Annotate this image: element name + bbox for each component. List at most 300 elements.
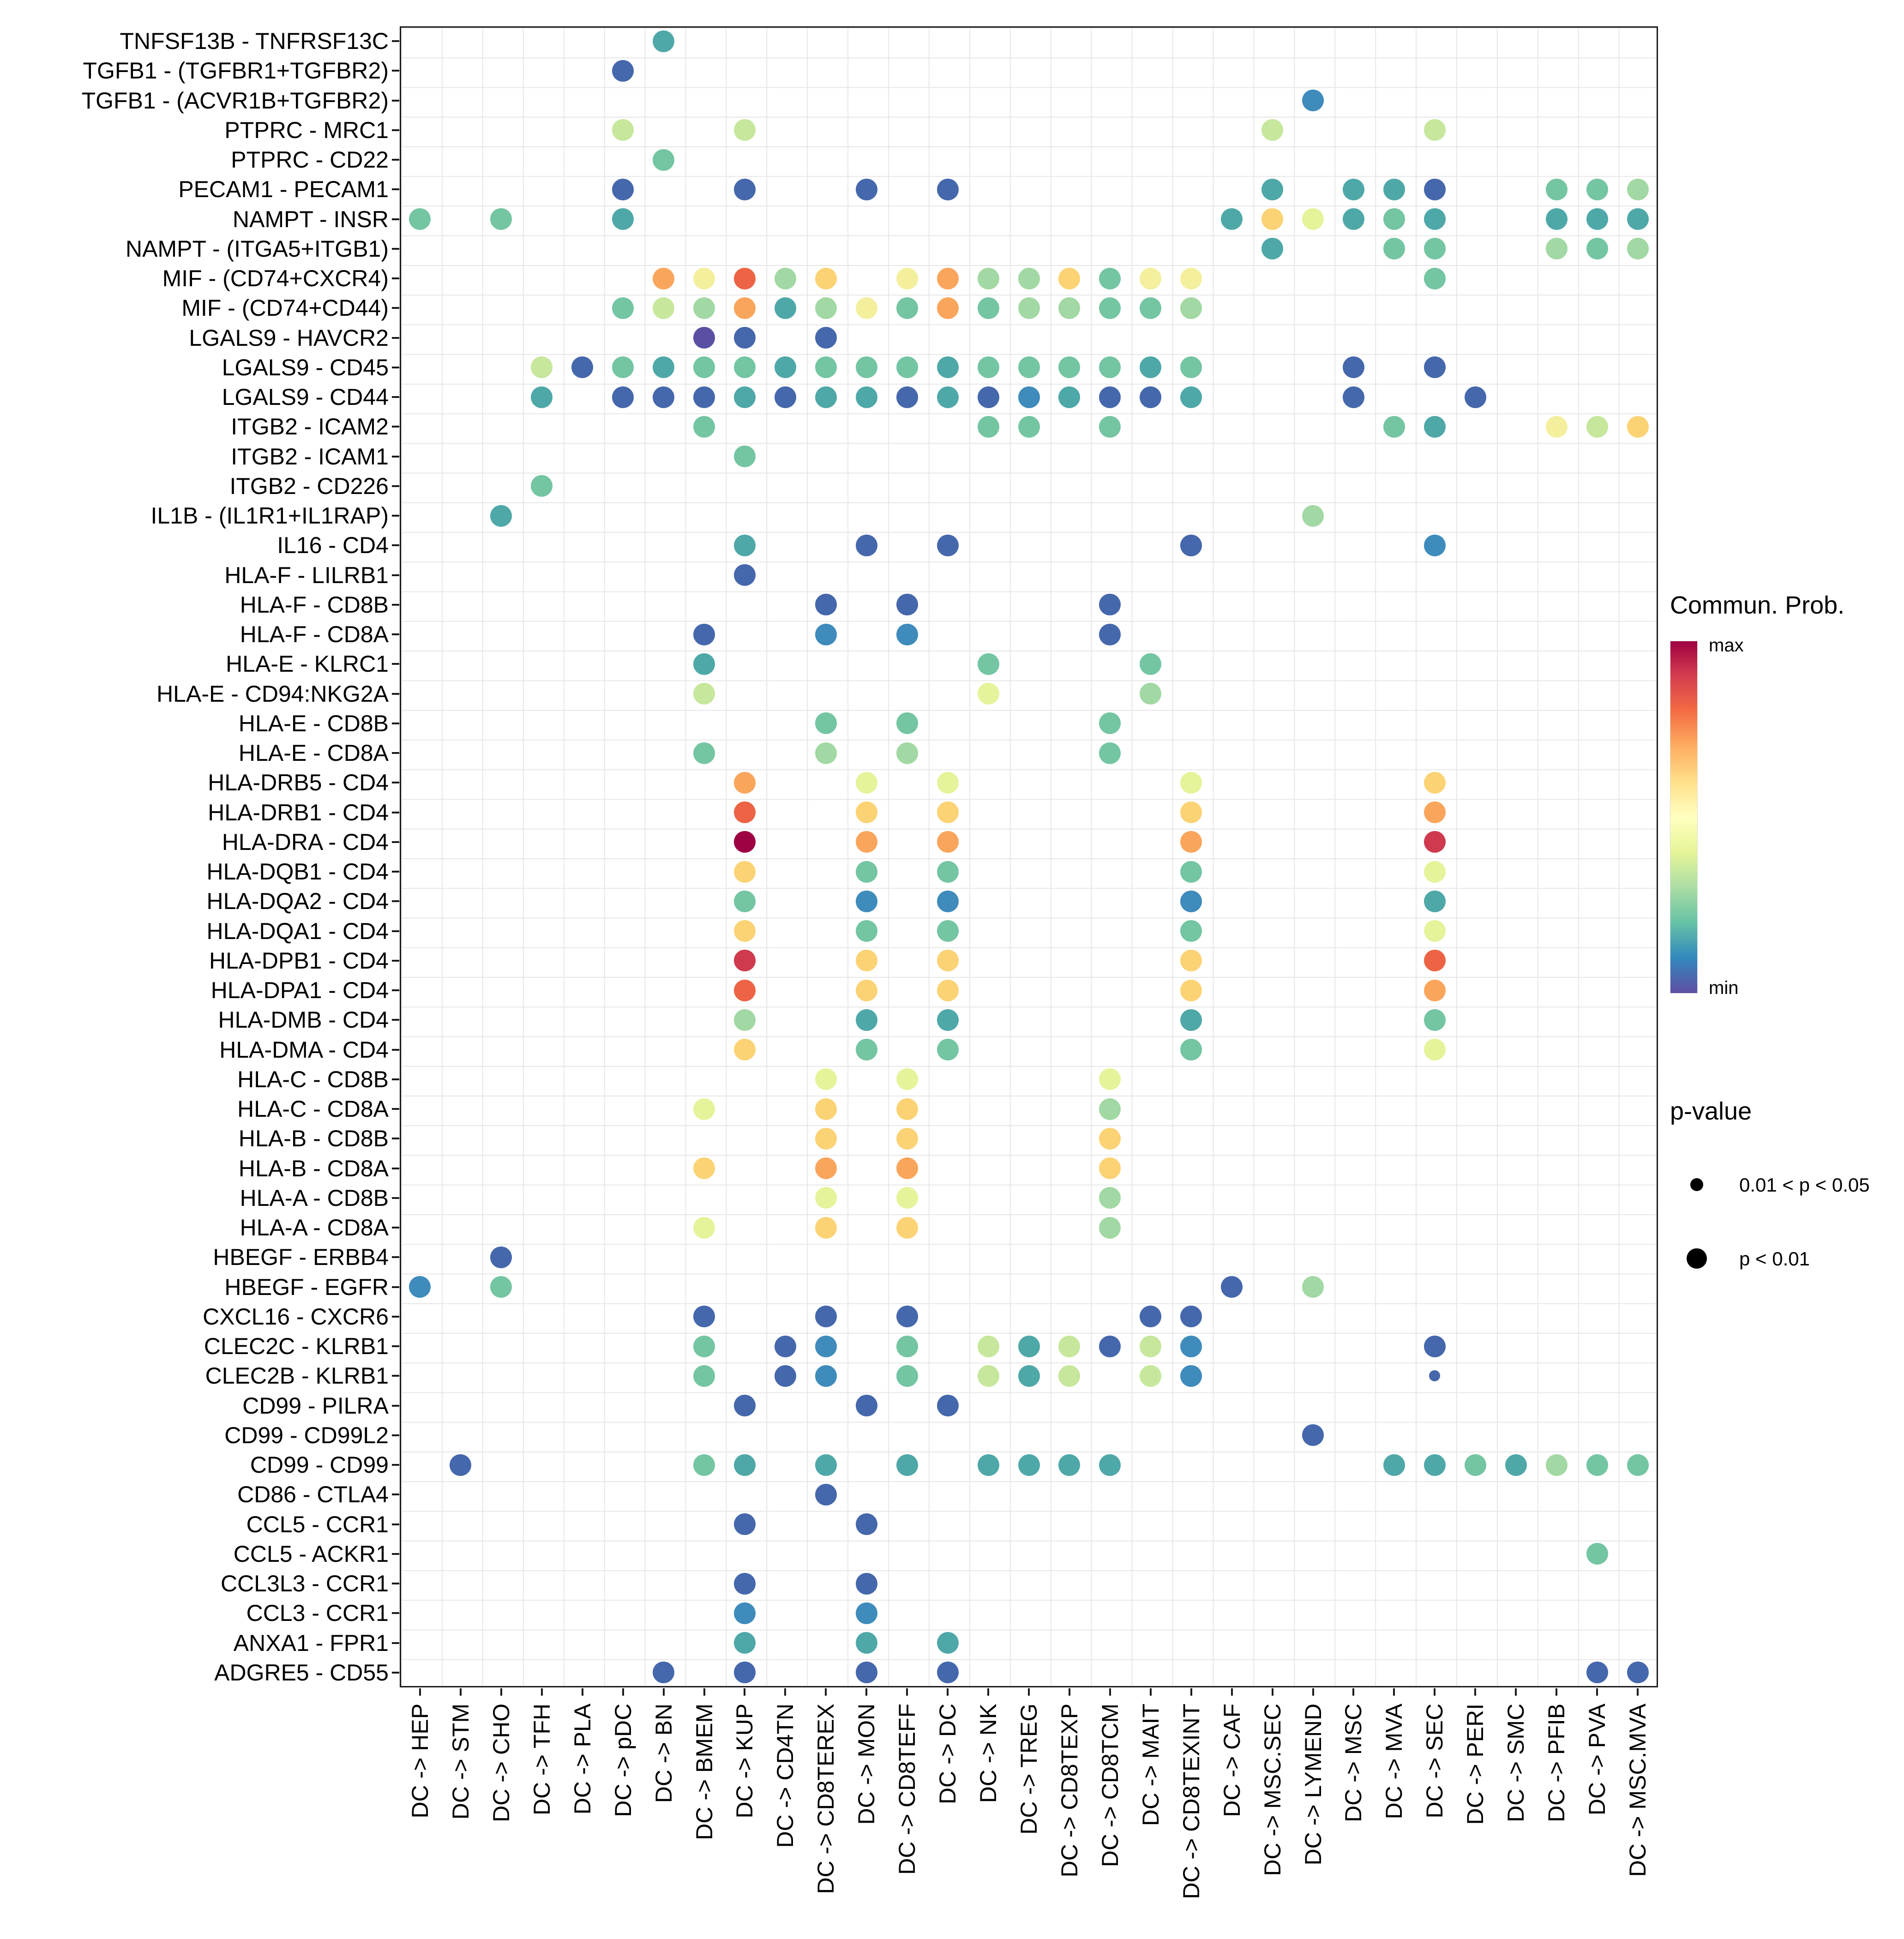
y-axis-label: HLA-E - KLRC1 — [226, 651, 389, 677]
data-dot — [1018, 1454, 1040, 1476]
data-dot — [612, 119, 634, 141]
y-axis-label: LGALS9 - CD44 — [222, 384, 389, 410]
data-dot — [856, 1573, 877, 1595]
data-dot — [734, 1573, 756, 1595]
data-dot — [653, 386, 674, 408]
data-dot — [693, 1157, 715, 1179]
x-axis-label: DC -> DC — [935, 1704, 961, 1805]
data-dot — [1424, 179, 1446, 200]
data-dot — [937, 1632, 959, 1654]
data-dot — [896, 356, 918, 378]
data-dot — [815, 1454, 837, 1476]
y-axis-label: CD99 - CD99 — [250, 1452, 389, 1478]
y-axis-tick — [392, 1642, 399, 1644]
x-axis-label: DC -> SEC — [1422, 1704, 1448, 1819]
data-dot — [1140, 1336, 1161, 1357]
y-axis-tick — [392, 960, 399, 962]
data-dot — [1058, 268, 1080, 289]
data-dot — [1099, 1128, 1121, 1150]
y-axis-tick — [392, 989, 399, 991]
x-axis-tick — [744, 1688, 745, 1696]
data-dot — [815, 268, 837, 289]
y-axis-label: CLEC2B - KLRB1 — [205, 1363, 389, 1389]
data-dot — [693, 1454, 715, 1476]
data-dot — [1586, 1454, 1608, 1476]
x-axis-tick — [1637, 1688, 1639, 1696]
data-dot — [856, 1662, 877, 1683]
data-dot — [856, 297, 877, 319]
pvalue-small-dot-icon — [1690, 1178, 1703, 1191]
data-dot — [775, 356, 796, 378]
data-dot — [693, 268, 715, 289]
y-axis-tick — [392, 1286, 399, 1288]
data-dot — [1424, 891, 1446, 912]
data-dot — [734, 564, 756, 586]
data-dot — [815, 386, 837, 408]
y-axis-tick — [392, 693, 399, 695]
y-axis-tick — [392, 396, 399, 398]
data-dot — [693, 1217, 715, 1239]
y-axis-tick — [392, 515, 399, 517]
y-axis-label: HLA-F - LILRB1 — [224, 562, 389, 588]
x-axis-tick — [541, 1688, 543, 1696]
data-dot — [937, 801, 959, 823]
data-dot — [1343, 356, 1364, 378]
data-dot — [734, 327, 756, 349]
x-axis-tick — [419, 1688, 421, 1696]
y-axis-label: HBEGF - ERBB4 — [213, 1244, 389, 1271]
data-dot — [734, 831, 756, 853]
y-axis-tick — [392, 1672, 399, 1674]
x-axis-tick — [1352, 1688, 1354, 1696]
data-dot — [612, 356, 634, 378]
data-dot — [1058, 1336, 1080, 1357]
y-axis-tick — [392, 900, 399, 902]
data-dot — [734, 1395, 756, 1416]
data-dot — [1180, 1306, 1202, 1327]
y-axis-tick — [392, 1078, 399, 1080]
data-dot — [1099, 386, 1121, 408]
data-dot — [856, 831, 877, 853]
data-dot — [653, 297, 674, 319]
x-axis-label: DC -> MAIT — [1137, 1704, 1164, 1826]
x-axis-label: DC -> MSC.SEC — [1259, 1704, 1285, 1876]
y-axis-tick — [392, 337, 399, 339]
data-dot — [1180, 891, 1202, 912]
data-dot — [693, 1336, 715, 1357]
data-dot — [978, 653, 999, 675]
x-axis-label: DC -> CHO — [488, 1704, 514, 1822]
y-axis-tick — [392, 544, 399, 546]
data-dot — [896, 1157, 918, 1179]
data-dot — [1180, 920, 1202, 942]
y-axis-tick — [392, 1168, 399, 1169]
data-dot — [1180, 980, 1202, 1001]
data-dot — [815, 327, 837, 349]
data-dot — [693, 742, 715, 764]
y-axis-label: ITGB2 - ICAM1 — [231, 443, 389, 470]
data-dot — [896, 1068, 918, 1090]
data-dot — [1586, 208, 1608, 230]
data-dot — [734, 1513, 756, 1535]
y-axis-label: MIF - (CD74+CD44) — [181, 295, 389, 321]
x-axis-label: DC -> PERI — [1462, 1704, 1489, 1825]
data-dot — [896, 624, 918, 645]
data-dot — [896, 1365, 918, 1387]
y-axis-tick — [392, 129, 399, 131]
data-dot — [815, 1484, 837, 1505]
data-dot — [1180, 297, 1202, 319]
data-dot — [1180, 1009, 1202, 1031]
data-dot — [856, 1632, 877, 1654]
data-dot — [978, 1336, 999, 1357]
y-axis-label: HLA-A - CD8B — [240, 1185, 389, 1211]
y-axis-tick — [392, 752, 399, 754]
y-axis-tick — [392, 1583, 399, 1584]
data-dot — [1099, 1336, 1121, 1357]
y-axis-label: TGFB1 - (TGFBR1+TGFBR2) — [83, 58, 389, 84]
y-axis-label: HLA-DMA - CD4 — [219, 1036, 389, 1063]
data-dot — [937, 1009, 959, 1031]
data-dot — [856, 1513, 877, 1535]
data-dot — [1099, 416, 1121, 438]
data-dot — [693, 416, 715, 438]
y-axis-label: HLA-E - CD8B — [238, 710, 389, 736]
data-dot — [1627, 179, 1649, 200]
data-dot — [937, 297, 959, 319]
data-dot — [734, 772, 756, 794]
data-dot — [937, 950, 959, 971]
data-dot — [1546, 238, 1568, 259]
data-dot — [856, 535, 877, 556]
data-dot — [693, 356, 715, 378]
data-dot — [815, 1068, 837, 1090]
y-axis-tick — [392, 1553, 399, 1555]
x-axis-label: DC -> CD8TCM — [1097, 1704, 1123, 1867]
data-dot — [1586, 179, 1608, 200]
y-axis-label: HBEGF - EGFR — [224, 1274, 389, 1300]
data-dot — [1221, 1276, 1243, 1298]
data-dot — [653, 356, 674, 378]
data-dot — [978, 416, 999, 438]
data-dot — [937, 980, 959, 1001]
x-axis-label: DC -> MSC.MVA — [1625, 1704, 1651, 1877]
data-dot — [734, 386, 756, 408]
x-axis-tick — [500, 1688, 502, 1696]
data-dot — [856, 1009, 877, 1031]
x-axis-tick — [1272, 1688, 1273, 1696]
data-dot — [937, 1039, 959, 1060]
x-axis-tick — [460, 1688, 462, 1696]
data-dot — [1261, 179, 1283, 200]
data-dot — [531, 386, 553, 408]
y-axis-tick — [392, 426, 399, 428]
data-dot — [734, 1632, 756, 1654]
y-axis-label: IL1B - (IL1R1+IL1RAP) — [150, 503, 389, 529]
data-dot — [896, 297, 918, 319]
data-dot — [734, 1454, 756, 1476]
pvalue-legend-title: p-value — [1670, 1097, 1752, 1125]
data-dot — [693, 297, 715, 319]
data-dot — [1424, 208, 1446, 230]
data-dot — [815, 742, 837, 764]
data-dot — [1058, 1365, 1080, 1387]
data-dot — [856, 1039, 877, 1060]
data-dot — [978, 297, 999, 319]
y-axis-label: ITGB2 - CD226 — [229, 473, 389, 499]
data-dot — [1180, 801, 1202, 823]
data-dot — [1261, 208, 1283, 230]
data-dot — [1627, 416, 1649, 438]
data-dot — [490, 208, 512, 230]
y-axis-label: HLA-B - CD8A — [238, 1155, 389, 1181]
data-dot — [978, 1454, 999, 1476]
y-axis-label: CCL3 - CCR1 — [246, 1600, 389, 1626]
data-dot — [775, 268, 796, 289]
data-dot — [856, 861, 877, 883]
data-dot — [856, 950, 877, 971]
y-axis-label: CD86 - CTLA4 — [237, 1481, 389, 1508]
x-axis-label: DC -> HEP — [407, 1704, 433, 1819]
y-axis-label: CCL3L3 - CCR1 — [220, 1571, 389, 1597]
data-dot — [1261, 238, 1283, 259]
data-dot — [896, 386, 918, 408]
data-dot — [1140, 653, 1161, 675]
y-axis-label: PTPRC - CD22 — [231, 147, 389, 173]
y-axis-label: HLA-DQA2 - CD4 — [206, 888, 389, 915]
y-axis-label: NAMPT - INSR — [233, 206, 389, 232]
data-dot — [1099, 1157, 1121, 1179]
data-dot — [1140, 1365, 1161, 1387]
data-dot — [775, 297, 796, 319]
colorbar-max-label: max — [1709, 635, 1744, 656]
y-axis-label: HLA-E - CD8A — [238, 740, 389, 766]
x-axis-tick — [663, 1688, 665, 1696]
data-dot — [1099, 356, 1121, 378]
x-axis-tick — [1109, 1688, 1111, 1696]
x-axis-label: DC -> KUP — [732, 1704, 758, 1819]
data-dot — [1099, 268, 1121, 289]
data-dot — [856, 891, 877, 912]
data-dot — [1586, 1543, 1608, 1565]
data-dot — [1424, 238, 1446, 259]
y-axis-label: MIF - (CD74+CXCR4) — [162, 265, 389, 292]
y-axis-tick — [392, 574, 399, 576]
data-dot — [693, 624, 715, 645]
y-axis-tick — [392, 663, 399, 665]
y-axis-label: HLA-DMB - CD4 — [218, 1007, 389, 1033]
data-dot — [978, 386, 999, 408]
y-axis-tick — [392, 1493, 399, 1495]
data-dot — [409, 208, 431, 230]
data-dot — [1099, 1217, 1121, 1239]
y-axis-tick — [392, 1464, 399, 1466]
y-axis-label: HLA-C - CD8A — [237, 1096, 389, 1122]
data-dot — [1424, 356, 1446, 378]
y-axis-label: HLA-A - CD8A — [240, 1215, 389, 1241]
y-axis-tick — [392, 159, 399, 161]
x-axis-tick — [1434, 1688, 1436, 1696]
data-dot — [1424, 772, 1446, 794]
x-axis-tick — [947, 1688, 949, 1696]
data-dot — [1627, 238, 1649, 259]
data-dot — [612, 386, 634, 408]
data-dot — [896, 268, 918, 289]
data-dot — [734, 179, 756, 200]
x-axis-tick — [1069, 1688, 1070, 1696]
data-dot — [1343, 179, 1364, 200]
data-dot — [1424, 535, 1446, 556]
y-axis-label: ADGRE5 - CD55 — [214, 1659, 389, 1686]
data-dot — [1099, 594, 1121, 615]
data-dot — [856, 1602, 877, 1624]
y-axis-label: HLA-DQA1 - CD4 — [206, 918, 389, 944]
data-dot — [571, 356, 593, 378]
data-dot — [775, 1365, 796, 1387]
data-dot — [1018, 386, 1040, 408]
data-dot — [1586, 1662, 1608, 1683]
y-axis-tick — [392, 633, 399, 635]
x-axis-label: DC -> CD8TEXINT — [1178, 1704, 1204, 1899]
data-dot — [693, 1306, 715, 1327]
data-dot — [1099, 624, 1121, 645]
y-axis-tick — [392, 218, 399, 220]
data-dot — [937, 920, 959, 942]
data-dot — [1180, 268, 1202, 289]
data-dot — [896, 1454, 918, 1476]
data-dot — [1302, 1424, 1324, 1446]
data-dot — [1099, 1454, 1121, 1476]
y-axis-tick — [392, 871, 399, 873]
y-axis-label: CD99 - PILRA — [242, 1392, 389, 1419]
data-dot — [1424, 1336, 1446, 1357]
data-dot — [978, 683, 999, 705]
colorbar-title: Commun. Prob. — [1670, 591, 1845, 619]
x-axis-label: DC -> CAF — [1219, 1704, 1245, 1817]
data-dot — [815, 297, 837, 319]
data-dot — [734, 950, 756, 971]
data-dot — [1383, 238, 1405, 259]
data-dot — [1302, 505, 1324, 527]
x-axis-tick — [622, 1688, 624, 1696]
x-axis-label: DC -> PVA — [1584, 1704, 1610, 1816]
data-dot — [1546, 179, 1568, 200]
data-dot — [653, 30, 674, 52]
data-dot — [693, 327, 715, 349]
data-dot — [1586, 416, 1608, 438]
x-axis-tick — [784, 1688, 786, 1696]
data-dot — [1424, 920, 1446, 942]
data-dot — [531, 356, 553, 378]
data-dot — [1180, 950, 1202, 971]
data-dot — [1058, 297, 1080, 319]
data-dot — [734, 1039, 756, 1060]
y-axis-tick — [392, 485, 399, 487]
data-dot — [1018, 1336, 1040, 1357]
y-axis-tick — [392, 1316, 399, 1318]
data-dot — [815, 1306, 837, 1327]
data-dot — [856, 179, 877, 200]
y-axis-tick — [392, 1049, 399, 1051]
data-dot — [1424, 831, 1446, 853]
data-dot — [815, 1098, 837, 1120]
data-dot — [1058, 386, 1080, 408]
x-axis-label: DC -> NK — [975, 1704, 1002, 1803]
data-dot — [937, 1662, 959, 1683]
data-dot — [734, 1602, 756, 1624]
data-dot — [734, 446, 756, 467]
data-dot — [815, 1187, 837, 1209]
data-dot — [1424, 119, 1446, 141]
y-axis-label: PECAM1 - PECAM1 — [178, 176, 389, 203]
x-axis-label: DC -> CD4TN — [772, 1704, 799, 1848]
data-dot — [1627, 1454, 1649, 1476]
data-dot — [815, 624, 837, 645]
y-axis-tick — [392, 841, 399, 843]
data-dot — [1424, 1039, 1446, 1060]
colorbar-min-label: min — [1709, 978, 1739, 998]
y-axis-label: HLA-DPA1 - CD4 — [210, 977, 389, 1004]
y-axis-label: CXCL16 - CXCR6 — [203, 1303, 389, 1330]
pvalue-large-dot-label: p < 0.01 — [1739, 1248, 1810, 1270]
y-axis-label: HLA-C - CD8B — [237, 1066, 389, 1092]
data-dot — [1302, 208, 1324, 230]
y-axis-label: CLEC2C - KLRB1 — [204, 1333, 389, 1360]
data-dot — [612, 179, 634, 200]
x-axis-tick — [1596, 1688, 1598, 1696]
y-axis-label: HLA-DPB1 - CD4 — [209, 947, 389, 974]
x-axis-tick — [1190, 1688, 1192, 1696]
data-dot — [1058, 356, 1080, 378]
data-dot — [1546, 1454, 1568, 1476]
y-axis-tick — [392, 930, 399, 932]
y-axis-tick — [392, 1375, 399, 1377]
data-dot — [734, 920, 756, 942]
data-dot — [1180, 861, 1202, 883]
data-dot — [693, 653, 715, 675]
data-dot — [734, 535, 756, 556]
data-dot — [1018, 1365, 1040, 1387]
data-dot — [734, 980, 756, 1001]
x-axis-label: DC -> TFH — [529, 1704, 555, 1816]
data-dot — [896, 1187, 918, 1209]
data-dot — [612, 208, 634, 230]
y-axis-tick — [392, 1612, 399, 1614]
y-axis-tick — [392, 1405, 399, 1407]
y-axis-label: HLA-E - CD94:NKG2A — [156, 680, 389, 707]
data-dot — [1018, 297, 1040, 319]
data-dot — [896, 594, 918, 615]
data-dot — [1221, 208, 1243, 230]
data-dot — [1180, 831, 1202, 853]
data-dot — [937, 535, 959, 556]
data-dot — [815, 594, 837, 615]
data-dot — [896, 1217, 918, 1239]
data-dot — [1343, 208, 1364, 230]
y-axis-label: TGFB1 - (ACVR1B+TGFBR2) — [81, 87, 389, 114]
y-axis-tick — [392, 812, 399, 813]
y-axis-label: HLA-F - CD8B — [240, 591, 389, 618]
x-axis-label: DC -> PFIB — [1544, 1704, 1570, 1822]
data-dot — [937, 1395, 959, 1416]
data-dot — [1424, 980, 1446, 1001]
data-dot — [734, 861, 756, 883]
data-dot — [815, 1336, 837, 1357]
data-dot — [734, 356, 756, 378]
data-dot — [775, 1336, 796, 1357]
x-axis-tick — [1150, 1688, 1152, 1696]
x-axis-label: DC -> pDC — [610, 1704, 636, 1817]
